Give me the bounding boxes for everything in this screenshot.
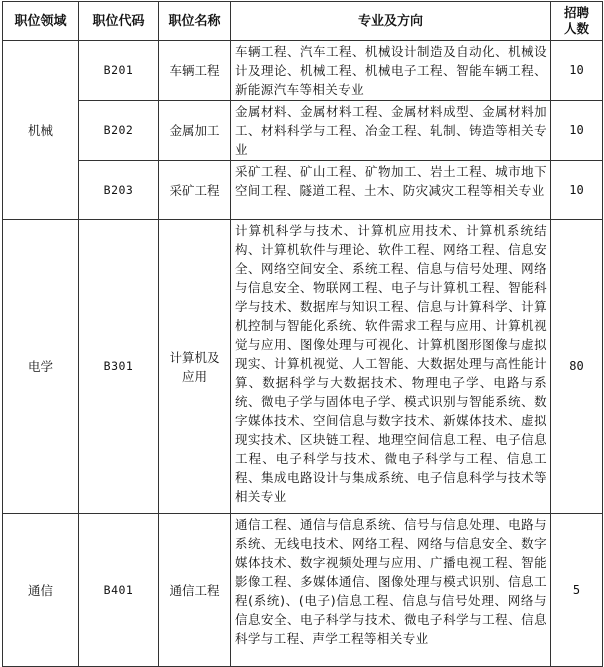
header-name: 职位名称 — [159, 2, 231, 41]
hiring-count: 10 — [551, 161, 603, 220]
hiring-count: 10 — [551, 101, 603, 161]
position-code: B401 — [79, 514, 159, 667]
domain-cell-communication: 通信 — [3, 514, 79, 667]
position-name: 通信工程 — [159, 514, 231, 667]
table-row — [3, 514, 603, 667]
position-code: B201 — [79, 41, 159, 101]
position-name: 车辆工程 — [159, 41, 231, 101]
job-positions-table — [2, 1, 603, 667]
table-header-row — [3, 2, 603, 41]
position-name — [159, 220, 231, 514]
position-code: B203 — [79, 161, 159, 220]
header-domain: 职位领域 — [3, 2, 79, 41]
specialty-text: 车辆工程、汽车工程、机械设计制造及自动化、机械设计及理论、机械工程、机械电子工程、智能车辆工程、新能源汽车等相关专业 — [231, 41, 551, 101]
header-code: 职位代码 — [79, 2, 159, 41]
hiring-count: 5 — [551, 514, 603, 667]
table-row — [3, 220, 603, 514]
position-name: 采矿工程 — [159, 161, 231, 220]
specialty-text: 计算机科学与技术、计算机应用技术、计算机系统结构、计算机软件与理论、软件工程、网络工程、信息安全、网络空间安全、系统工程、信息与信号处理、网络与信息安全、物联网工程、电子与计算机工程、智能科学与技术、数据库与知识工程、信息与计算科学、计算机控制与智能化系统、软件需求工程与应用、计算机视觉与应用、图像处理与可视化、计算机图形图像与虚拟现实、计算机视觉、人工智能、大数据处理与高性能计算、数据科学与大数据技术、物理电子学、电路与系统、微电子学与固体电子学、模式识别与智能系统、数字媒体技术、空间信息与数字技术、新媒体技术、虚拟现实技术、区块链工程、地理空间信息工程、电子信息工程、电子科学与技术、微电子科学与工程、信息工程、集成电路设计与集成系统、电子信息科学与技术等相关专业 — [231, 220, 551, 514]
header-specialty: 专业及方向 — [231, 2, 551, 41]
specialty-text: 采矿工程、矿山工程、矿物加工、岩土工程、城市地下空间工程、隧道工程、土木、防灾减灾工程等相关专业 — [231, 161, 551, 220]
specialty-text: 通信工程、通信与信息系统、信号与信息处理、电路与系统、无线电技术、网络工程、网络与信息安全、数字媒体技术、数字视频处理与应用、广播电视工程、智能影像工程、多媒体通信、图像处理与模式识别、信息工程(系统)、(电子)信息工程、信息与信号处理、网络与信息安全、电子科学与技术、微电子科学与工程、信息科学与工程、声学工程等相关专业 — [231, 514, 551, 667]
domain-cell-electrical: 电学 — [3, 220, 79, 514]
hiring-count: 80 — [551, 220, 603, 514]
table-row — [3, 41, 603, 101]
header-count — [551, 2, 603, 41]
hiring-count: 10 — [551, 41, 603, 101]
position-code: B202 — [79, 101, 159, 161]
position-code: B301 — [79, 220, 159, 514]
table-row — [3, 161, 603, 220]
specialty-text: 金属材料、金属材料工程、金属材料成型、金属材料加工、材料科学与工程、冶金工程、轧制、铸造等相关专业 — [231, 101, 551, 161]
domain-cell-mechanical: 机械 — [3, 41, 79, 220]
position-name-label: 计算机及应用 — [169, 349, 220, 384]
position-name: 金属加工 — [159, 101, 231, 161]
header-count-label: 招聘人数 — [563, 5, 589, 36]
table-row — [3, 101, 603, 161]
